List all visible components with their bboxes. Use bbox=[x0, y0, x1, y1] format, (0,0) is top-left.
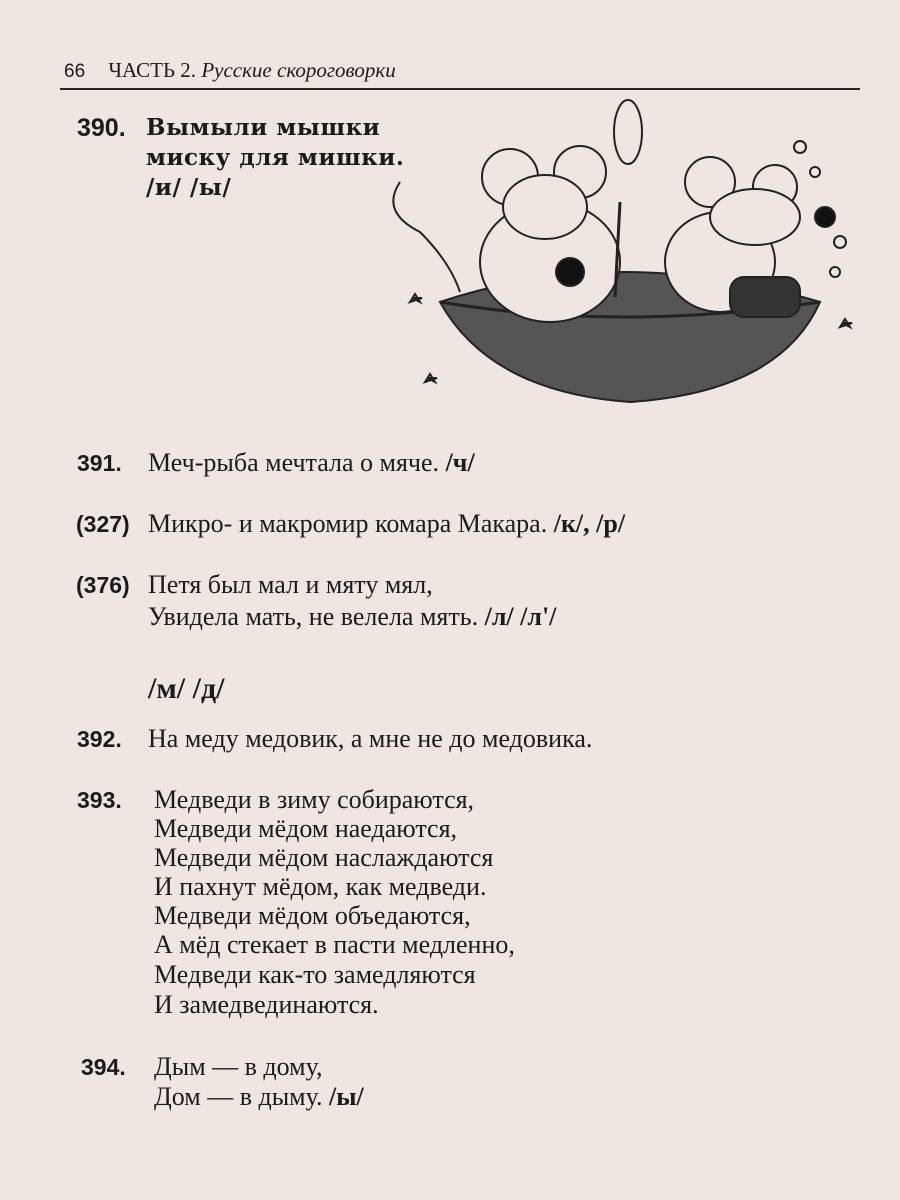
entry-line: Медведи как-то замедляются bbox=[154, 960, 476, 989]
entry-line: Медведи мёдом наслаждаются bbox=[154, 843, 494, 872]
entry-phonemes: /л/ /л'/ bbox=[484, 602, 557, 631]
entry-text: Увидела мать, не велела мять. bbox=[148, 602, 479, 631]
entry-phonemes: /ч/ bbox=[445, 448, 475, 477]
running-header bbox=[64, 58, 396, 83]
brush bbox=[614, 100, 642, 164]
part-label: ЧАСТЬ 2. bbox=[108, 58, 197, 82]
entry-number: 393. bbox=[77, 787, 122, 813]
entry-number: (327) bbox=[76, 511, 130, 537]
entry-phonemes: /и/ /ы/ bbox=[146, 174, 232, 201]
page-number: 66 bbox=[64, 61, 86, 82]
entry-line bbox=[148, 509, 625, 539]
entry-line: Медведи в зиму собираются, bbox=[154, 785, 475, 814]
entry-number: (376) bbox=[76, 572, 130, 598]
entry-line: На меду медовик, а мне не до медовика. bbox=[148, 724, 593, 753]
entry-number: 390. bbox=[77, 114, 126, 142]
entry-text: Меч-рыба мечтала о мяче. bbox=[148, 448, 440, 477]
entry-line: И замедвединаются. bbox=[154, 990, 379, 1019]
entry-line bbox=[148, 602, 556, 632]
entry-line bbox=[148, 448, 475, 478]
entry-phonemes: /ы/ bbox=[329, 1082, 364, 1111]
entry-line: Вымыли мышки bbox=[146, 114, 381, 141]
mice-in-tub-illustration bbox=[380, 92, 860, 412]
entry-number: 391. bbox=[77, 450, 122, 476]
entry-number: 392. bbox=[77, 726, 122, 752]
section-heading: /м/ /д/ bbox=[148, 672, 225, 705]
entry-line: А мёд стекает в пасти медленно, bbox=[154, 930, 515, 959]
entry-line: Медведи мёдом наедаются, bbox=[154, 814, 458, 843]
part-subtitle: Русские скороговорки bbox=[201, 58, 396, 82]
entry-line bbox=[154, 1082, 364, 1112]
entry-line: Петя был мал и мяту мял, bbox=[148, 570, 433, 599]
entry-text: Дом — в дыму. bbox=[154, 1082, 323, 1111]
entry-line: миску для мишки. bbox=[146, 144, 405, 171]
entry-line: Медведи мёдом объедаются, bbox=[154, 901, 471, 930]
entry-phonemes: /к/, /р/ bbox=[553, 509, 626, 538]
entry-line: Дым — в дому, bbox=[154, 1052, 323, 1081]
entry-text: Микро- и макромир комара Макара. bbox=[148, 509, 548, 538]
entry-number: 394. bbox=[81, 1054, 126, 1080]
entry-line: И пахнут мёдом, как медведи. bbox=[154, 872, 487, 901]
header-rule bbox=[60, 88, 860, 90]
